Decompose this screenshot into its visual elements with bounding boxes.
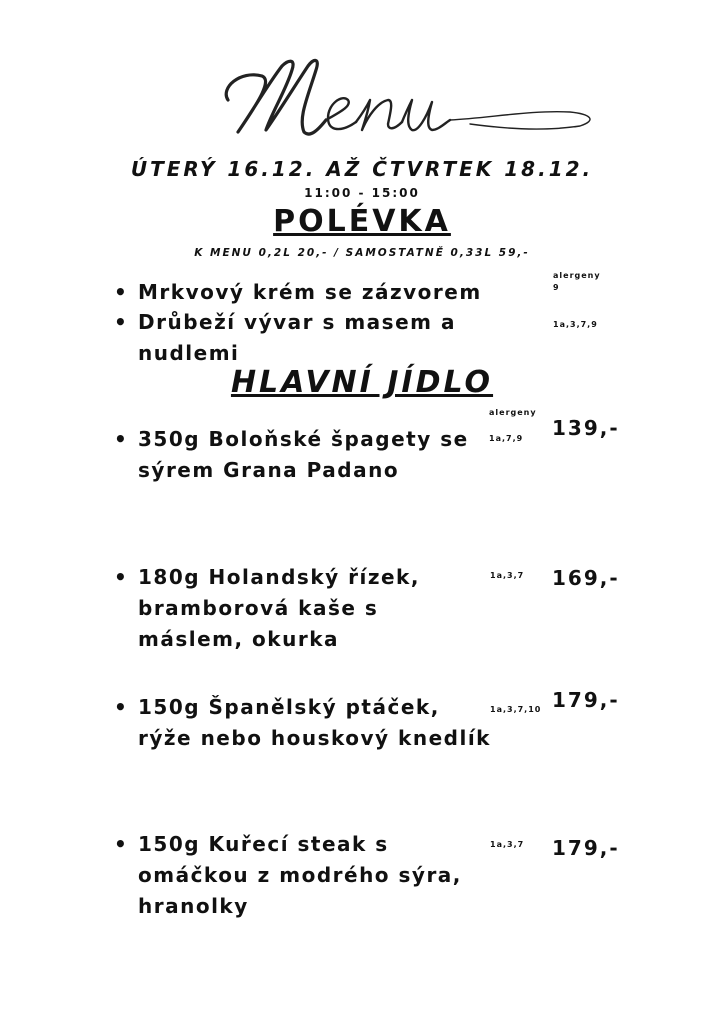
bullet-icon: • — [114, 832, 129, 856]
list-item — [114, 277, 534, 308]
dish-name: Drůbeží vývar s masem a nudlemi — [138, 310, 456, 365]
allergen-codes: 1a,3,7,9 — [553, 320, 598, 329]
date-range: ÚTERÝ 16.12. AŽ ČTVRTEK 18.12. — [130, 157, 594, 181]
section-title-main: HLAVNÍ JÍDLO — [230, 365, 494, 400]
section-title-soup: POLÉVKA — [273, 204, 451, 239]
allergen-codes: 1a,7,9 — [489, 434, 524, 443]
dish-name: 180g Holandský řízek, bramborová kaše s máslem, okurka — [138, 565, 420, 651]
bullet-icon: • — [114, 695, 129, 719]
bullet-icon: • — [114, 310, 129, 334]
list-item — [114, 424, 494, 486]
dish-price: 179,- — [552, 836, 620, 860]
opening-hours: 11:00 - 15:00 — [304, 186, 420, 200]
allergen-label: alergeny — [489, 408, 537, 417]
dish-price: 139,- — [552, 416, 620, 440]
soup-price-note: K MENU 0,2L 20,- / SAMOSTATNĚ 0,33L 59,- — [194, 247, 530, 259]
allergen-codes: 1a,3,7,10 — [490, 705, 542, 714]
list-item — [114, 562, 484, 655]
list-item — [114, 307, 514, 369]
allergen-codes: 1a,3,7 — [490, 571, 525, 580]
dish-name: Mrkvový krém se zázvorem — [138, 280, 482, 304]
bullet-icon: • — [114, 280, 129, 304]
allergen-codes: 9 — [553, 283, 560, 292]
bullet-icon: • — [114, 427, 129, 451]
allergen-codes: 1a,3,7 — [490, 840, 525, 849]
dish-name: 350g Boloňské špagety se sýrem Grana Padano — [138, 427, 469, 482]
dish-name: 150g Kuřecí steak s omáčkou z modrého sýra, hranolky — [138, 832, 462, 918]
dish-name: 150g Španělský ptáček, rýže nebo houskový knedlík — [138, 695, 491, 750]
dish-price: 179,- — [552, 688, 620, 712]
list-item — [114, 829, 484, 922]
list-item — [114, 692, 494, 754]
dish-price: 169,- — [552, 566, 620, 590]
allergen-label: alergeny — [553, 271, 601, 280]
menu-script-logo — [200, 40, 610, 150]
bullet-icon: • — [114, 565, 129, 589]
